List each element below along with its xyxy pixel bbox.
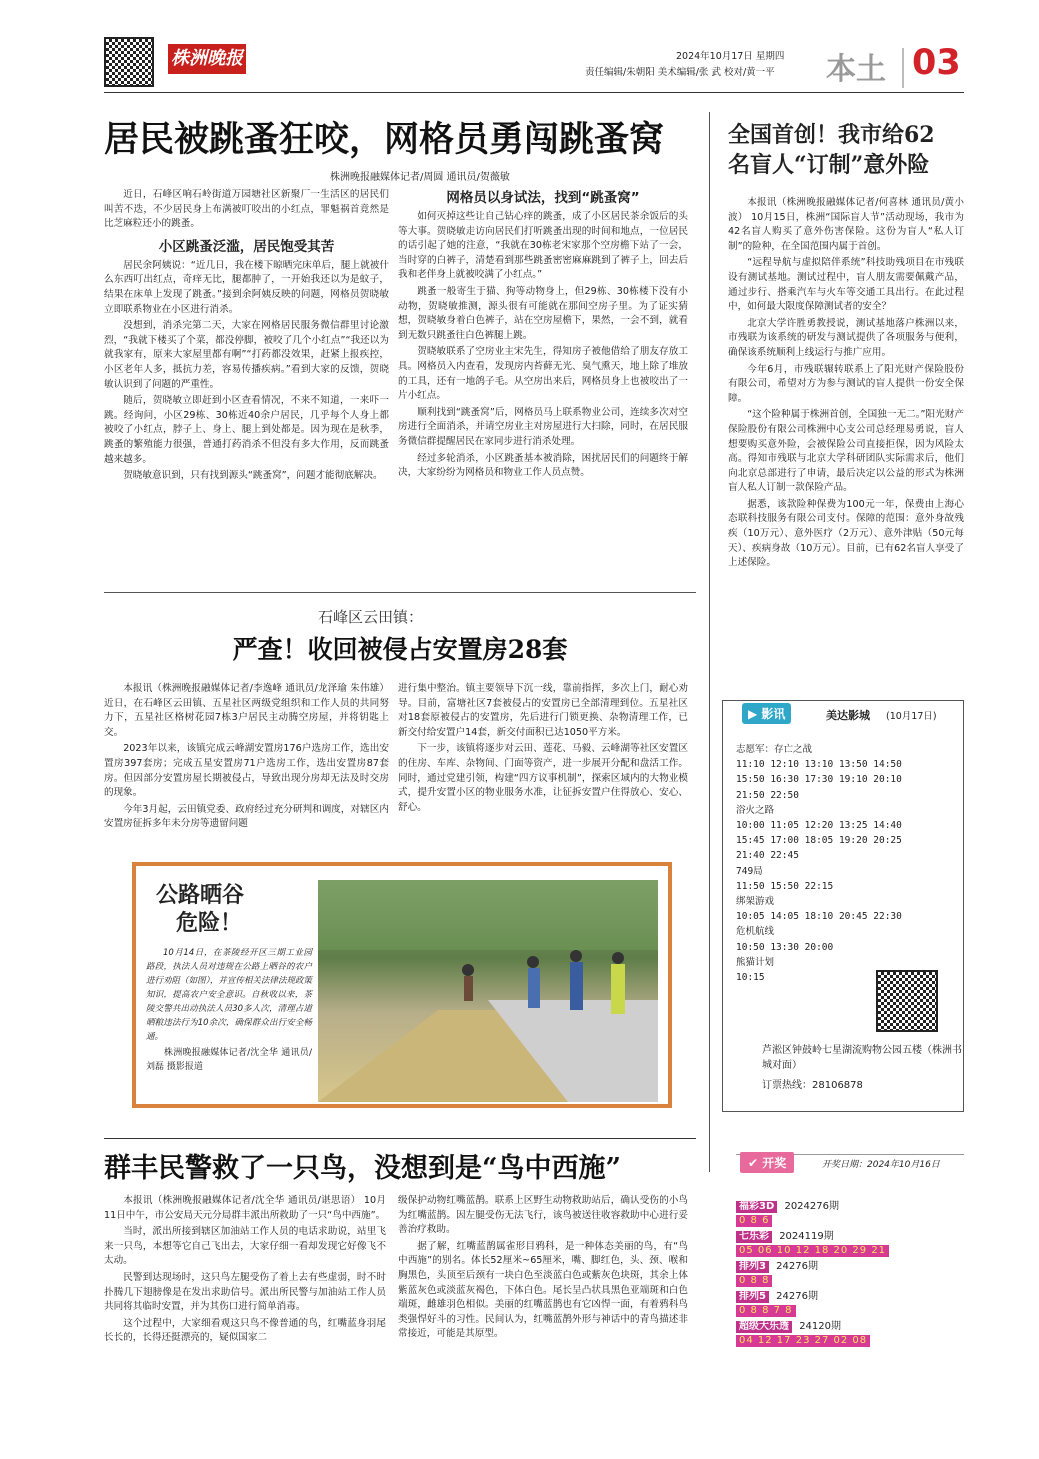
article2-column-left bbox=[104, 682, 389, 834]
lottery-entry bbox=[736, 1320, 966, 1334]
photo-box-title-2: 危险！ bbox=[176, 910, 243, 936]
paragraph: 顺利找到“跳蚤窝”后，网格员马上联系物业公司，连续多次对空房进行全面消杀，并请空房业主对房屋进行大扫除，同时，在居民服务微信群提醒居民在家同步进行消杀处理。 bbox=[398, 406, 688, 447]
lottery-period: 2024119期 bbox=[779, 1231, 834, 1242]
paragraph: 下一步，该镇将逐步对云田、莲花、马毅、云峰湖等社区安置区的住房、车库、杂物间、门面等资产，进一步展开分配和盘活工作。同时，通过党建引领，构建“四方议事机制”，探索区域内的大物业模式，提升安置小区的物业服务水准，让征拆安置户住得放心、安心、舒心。 bbox=[398, 743, 688, 813]
article1-subheading-1: 小区跳蚤泛滥，居民饱受其苦 bbox=[158, 238, 335, 255]
qr-code bbox=[104, 37, 154, 87]
showtimes: 10:15 bbox=[736, 972, 765, 984]
paragraph: 贺晓敏意识到，只有找到源头“跳蚤窝”，问题才能彻底解决。 bbox=[123, 470, 383, 482]
movie-title: 749局 bbox=[736, 865, 763, 877]
section-name: 本土 bbox=[826, 52, 886, 87]
showtimes: 11:50 15:50 22:15 bbox=[736, 880, 834, 892]
showtimes: 21:50 22:50 bbox=[736, 789, 799, 801]
lottery-results bbox=[736, 1200, 966, 1348]
lottery-period: 24120期 bbox=[799, 1321, 841, 1332]
lottery-numbers: 04 12 17 23 27 02 08 bbox=[736, 1335, 870, 1347]
paragraph: 没想到，消杀完第二天，大家在网格居民服务微信群里讨论激烈，“我就下楼买了个菜，都没停脚，被咬了几个小红点”“我还以为就我家有，原来大家屋里都有啊”“打药都没效果，赶紧上报疾控，小区老年人多，抵抗力差，容易传播疾病。”看到大家的反馈，贺晓敏认识到了问题的严重性。 bbox=[104, 320, 389, 390]
lottery-name: 排列3 bbox=[736, 1261, 769, 1273]
paragraph: 如何灭掉这些让自己钻心痒的跳蚤，成了小区居民茶余饭后的头等大事。贺晓敏走访向居民们打听跳蚤出现的时间和地点，一位居民的话引起了她的注意，“我就在30栋老宋家那个空房檐下站了一会，当时穿的白裤子，清楚看到那些跳蚤密密麻麻跳到了裤子上，回去后我和老伴身上就被咬满了小红点。” bbox=[398, 211, 688, 281]
showtimes: 11:10 12:10 13:10 13:50 14:50 bbox=[736, 759, 902, 771]
lottery-entry bbox=[736, 1260, 966, 1274]
lottery-name: 排列5 bbox=[736, 1291, 769, 1303]
paragraph: 2023年以来，该镇完成云峰湖安置房176户选房工作，选出安置房397套房；完成五星安置房71户选房工作，选出安置房87套房。但因部分安置房屋长期被侵占，导致出现分房却无法及时交房的现象。 bbox=[104, 743, 389, 799]
lottery-period: 24276期 bbox=[776, 1261, 818, 1272]
page-number: 03 bbox=[912, 43, 961, 83]
lottery-numbers: 0 8 8 bbox=[736, 1275, 772, 1287]
article2-headline: 严查！收回被侵占安置房28套 bbox=[232, 635, 568, 664]
newspaper-logo: 株洲晚报 bbox=[168, 44, 246, 74]
paragraph: 本报讯（株洲晚报融媒体记者/李逸峰 通讯员/龙泽瑜 朱伟雄） 近日，在石峰区云田镇、五星社区两级党组织和工作人员的共同努力下，五星社区格树花园7栋3户居民主动腾空房屋，并将钥匙上交。 bbox=[104, 683, 389, 738]
paragraph: 北京大学许胜勇教授说，测试基地落户株洲以来，市残联为该系统的研发与测试提供了各项服务与便利，确保该系统顺利上线运行与推广应用。 bbox=[728, 317, 964, 358]
paragraph: 居民余阿姨说：“近几日，我在楼下晾晒完床单后，腿上就被什么东西叮出红点，奇痒无比，腿都肿了，一开始我还以为是蚊子，结果在床单上发现了跳蚤。”接到余阿姨反映的问题，网格员贺晓敏立即联系物业在小区进行消杀。 bbox=[104, 259, 389, 315]
paragraph: 贺晓敏联系了空房业主宋先生，得知房子被他借给了朋友存放工具。网格员入内查看，发现房内苔藓无光、臭气熏天，地上除了堆放的工具，还有一地鸽子毛。从空房出来后，网格员身上也被咬出了一片小红点。 bbox=[398, 346, 688, 402]
issue-date: 2024年10月17日 星期四 bbox=[676, 51, 785, 62]
paragraph: 进行集中整治。镇主要领导下沉一线，靠前指挥，多次上门，耐心劝导。目前，富塘社区7套被侵占的安置房已全部清理到位。五星社区对18套原被侵占的安置房，先后进行门锁更换、杂物清理工作，已新交付给安置户14套，新交付面积已达1050平方米。 bbox=[398, 683, 688, 738]
article4-body bbox=[728, 196, 964, 573]
photo-credit: 株洲晚报融媒体记者/沈全华 通讯员/刘磊 摄影报道 bbox=[146, 1048, 312, 1072]
showtimes: 15:50 16:30 17:30 19:10 20:10 bbox=[736, 774, 902, 786]
paragraph: 这个过程中，大家细看观这只鸟不像普通的鸟，红嘴蓝身羽尾长长的，长得还挺漂亮的，疑似国家二 bbox=[104, 1317, 386, 1344]
paragraph: 本报讯（株洲晚报融媒体记者/何喜林 通讯员/黄小波） 10月15日，株洲“国际盲人节”活动现场，我市为42名盲人购买了意外伤害保险。这份为盲人“私人订制”的险种，在全国范围内属于首创。 bbox=[728, 197, 964, 252]
paragraph: 本报讯（株洲晚报融媒体记者/沈全华 通讯员/谌思语） 10月11日中午，市公安局天元分局群丰派出所救助了一只“鸟中西施”。 bbox=[104, 1195, 386, 1221]
lottery-entry bbox=[736, 1230, 966, 1244]
movie-title: 熊猫计划 bbox=[736, 956, 775, 968]
photo-news-box bbox=[132, 862, 672, 1108]
cinema-address: 芦淞区钟鼓岭七星湖流购物公园五楼（株洲书城对面） bbox=[762, 1045, 962, 1071]
paragraph: 级保护动物红嘴蓝鹊。联系上区野生动物救助站后，确认受伤的小鸟为红嘴蓝鹊。因左腿受伤无法飞行，该鸟被送往收容救助中心进行妥善治疗救助。 bbox=[398, 1195, 688, 1236]
paragraph: 据悉，该款险种保费为100元一年，保费由上海心态联科技服务有限公司支付。保障的范围：意外身故残疾（10万元）、意外医疗（2万元）、意外津贴（50元每天）、疾病身故（10万元）。目前，已有62名盲人享受了上述保险。 bbox=[728, 498, 964, 569]
masthead-rule bbox=[104, 92, 964, 93]
cinema-name: 美达影城 bbox=[826, 709, 870, 722]
movie-listings bbox=[736, 742, 958, 985]
paragraph: 民警到达现场时，这只鸟左腿受伤了着上去有些虚弱，时不时扑腾几下翅膀像是在发出求助信号。派出所民警与加油站工作人员共同将其临时安置，并为其伤口进行简单消毒。 bbox=[104, 1271, 386, 1313]
divider bbox=[104, 1138, 696, 1139]
paragraph: 近日，石峰区响石岭街道万园塘社区新聚厂一生活区的居民们叫苦不迭，不少居民身上布满被叮咬出的小红点，罪魁祸首竟然是比芝麻粒还小的跳蚤。 bbox=[104, 189, 389, 230]
editors-line: 责任编辑/朱朝阳 美术编辑/张 武 校对/黄一平 bbox=[585, 67, 775, 78]
lottery-name: 福彩3D bbox=[736, 1201, 777, 1213]
cinema-hotline: 订票热线：28106878 bbox=[762, 1080, 863, 1091]
checkmark-icon: ✔ bbox=[748, 1156, 759, 1170]
lottery-name: 七乐彩 bbox=[736, 1231, 772, 1243]
lottery-period: 2024276期 bbox=[784, 1201, 839, 1212]
photo-illustration bbox=[318, 880, 658, 1102]
article4-headline-2: 名盲人“订制”意外险 bbox=[728, 152, 930, 178]
photo-box-title-1: 公路晒谷 bbox=[156, 882, 245, 908]
lottery-badge-label: 开奖 bbox=[762, 1156, 787, 1170]
showtimes: 10:05 14:05 18:10 20:45 22:30 bbox=[736, 911, 902, 923]
article1-headline: 居民被跳蚤狂咬，网格员勇闯跳蚤窝 bbox=[104, 119, 665, 160]
cinema-date: (10月17日) bbox=[886, 711, 937, 722]
paragraph: 今年6月，市残联辗转联系上了阳光财产保险股份有限公司，希望对方为参与测试的盲人提供一份安全保障。 bbox=[728, 363, 964, 404]
cinema-qr-code bbox=[876, 970, 938, 1032]
article1-subheading-2: 网格员以身试法，找到“跳蚤窝” bbox=[446, 190, 640, 206]
article3-headline: 群丰民警救了一只鸟，没想到是“鸟中西施” bbox=[104, 1153, 622, 1184]
paragraph: “这个险种属于株洲首创，全国独一无二。”阳光财产保险股份有限公司株洲中心支公司总经理易勇说，盲人想要购买意外险，会被保险公司直接拒保，因为风险太高。得知市残联与北京大学科研团队实际需求后，他们向北京总部进行了申请，最后决定以公益的形式为株洲盲人私人订制一款保险产品。 bbox=[728, 409, 964, 494]
article1-column-right bbox=[398, 186, 688, 483]
paragraph: 据了解，红嘴蓝鹊属雀形目鸦科，是一种体态美丽的鸟，有“鸟中西施”的别名。体长52厘米~65厘米，嘴、脚红色，头、颈、喉和胸黑色，头顶至后颈有一块白色至淡蓝白色或紫灰色块斑，其余上体紫蓝灰色或淡蓝灰褐色，下体白色。尾长呈凸状具黑色亚端斑和白色端斑，雌雄羽色相似。美丽的红嘴蓝鹊也有它凶悍一面，有着鸦科鸟类强悍好斗的习性。民间认为，红嘴蓝鹊外形与神话中的青鸟描述非常接近，可能是其原型。 bbox=[398, 1240, 688, 1340]
movie-title: 浴火之路 bbox=[736, 804, 775, 816]
movie-title: 志愿军：存亡之战 bbox=[736, 744, 813, 755]
article2-kicker: 石峰区云田镇： bbox=[318, 608, 424, 626]
lottery-period: 24276期 bbox=[776, 1291, 818, 1302]
cinema-badge bbox=[742, 703, 791, 724]
paragraph: 跳蚤一般寄生于猫、狗等动物身上，但29栋、30栋楼下没有小动物，贺晓敏推测，源头很有可能就在那间空房子里。为了证实猜想，贺晓敏身着白色裤子，站在空房屋檐下，果然，一会不到，就看到无数只跳蚤往白色裤腿上跳。 bbox=[398, 285, 688, 341]
showtimes: 21:40 22:45 bbox=[736, 850, 799, 862]
lottery-date: 开奖日期：2024年10月16日 bbox=[822, 1160, 940, 1170]
paragraph: “远程导航与虚拟陪伴系统”科技助残项目在市残联设有测试基地。测试过程中，盲人朋友需要佩戴产品，通过步行、搭乘汽车与火车等交通工具出行。在此过程中，如何最大限度保障测试者的安全？ bbox=[728, 257, 964, 313]
article3-column-left bbox=[104, 1194, 386, 1348]
paragraph: 10月14日，在茶陵经开区三期工业园路段，执法人员对违规在公路上晒谷的农户进行劝阻（如图），并宣传相关法律法规政策知识，提高农户安全意识。自秋收以来，茶陵交警共出动执法人员30多人次，清理占道晒粮违法行为10余次，确保群众出行安全畅通。 bbox=[146, 948, 312, 1042]
article3-column-right bbox=[398, 1194, 688, 1344]
lottery-numbers: 05 06 10 12 18 20 29 21 bbox=[736, 1245, 889, 1257]
paragraph: 今年3月起，云田镇党委、政府经过充分研判和调度，对辖区内安置房征拆多年未分房等遗留问题 bbox=[104, 803, 389, 830]
movie-title: 绑架游戏 bbox=[736, 896, 775, 908]
photo-box-caption bbox=[146, 946, 312, 1076]
lottery-entry bbox=[736, 1290, 966, 1304]
paragraph: 经过多轮消杀，小区跳蚤基本被消除，困扰居民们的问题终于解决，大家纷纷为网格员和物业工作人员点赞。 bbox=[398, 452, 688, 479]
news-photo bbox=[318, 880, 658, 1102]
paragraph: 随后，贺晓敏立即赶到小区查看情况，不来不知道，一来吓一跳。经询问，小区29栋、30栋近40余户居民，几乎每个人身上都被咬了小红点，脖子上、身上、腿上到处都是。因为现在是秋季，跳蚤的繁殖能力很强，普通打药消杀不但没有多大作用，反而跳蚤越来越多。 bbox=[104, 395, 389, 465]
article2-column-right bbox=[398, 682, 688, 817]
lottery-numbers: 0 8 6 bbox=[736, 1215, 772, 1227]
showtimes: 15:45 17:00 18:05 19:20 20:25 bbox=[736, 835, 902, 847]
movie-title: 危机航线 bbox=[736, 926, 775, 938]
film-icon: ▶ bbox=[748, 707, 758, 721]
lottery-badge bbox=[740, 1152, 794, 1173]
divider bbox=[104, 592, 696, 593]
cinema-badge-label: 影讯 bbox=[761, 707, 786, 721]
article1-column-left bbox=[104, 188, 389, 486]
showtimes: 10:50 13:30 20:00 bbox=[736, 941, 834, 953]
lottery-entry bbox=[736, 1200, 966, 1214]
lottery-numbers: 0 8 8 7 8 bbox=[736, 1305, 796, 1317]
showtimes: 10:00 11:05 12:20 13:25 14:40 bbox=[736, 820, 902, 832]
column-divider bbox=[709, 112, 710, 1172]
article4-headline-1: 全国首创！我市给62 bbox=[728, 122, 935, 148]
article1-byline: 株洲晚报融媒体记者/周圆 通讯员/贺薇敏 bbox=[330, 172, 510, 183]
paragraph: 当时，派出所接到辖区加油站工作人员的电话求助说，站里飞来一只鸟，本想等它自己飞出去，大家仔细一看却发现它好像飞不太动。 bbox=[104, 1226, 386, 1267]
lottery-name: 超级大乐透 bbox=[736, 1321, 792, 1333]
section-divider bbox=[902, 48, 904, 88]
